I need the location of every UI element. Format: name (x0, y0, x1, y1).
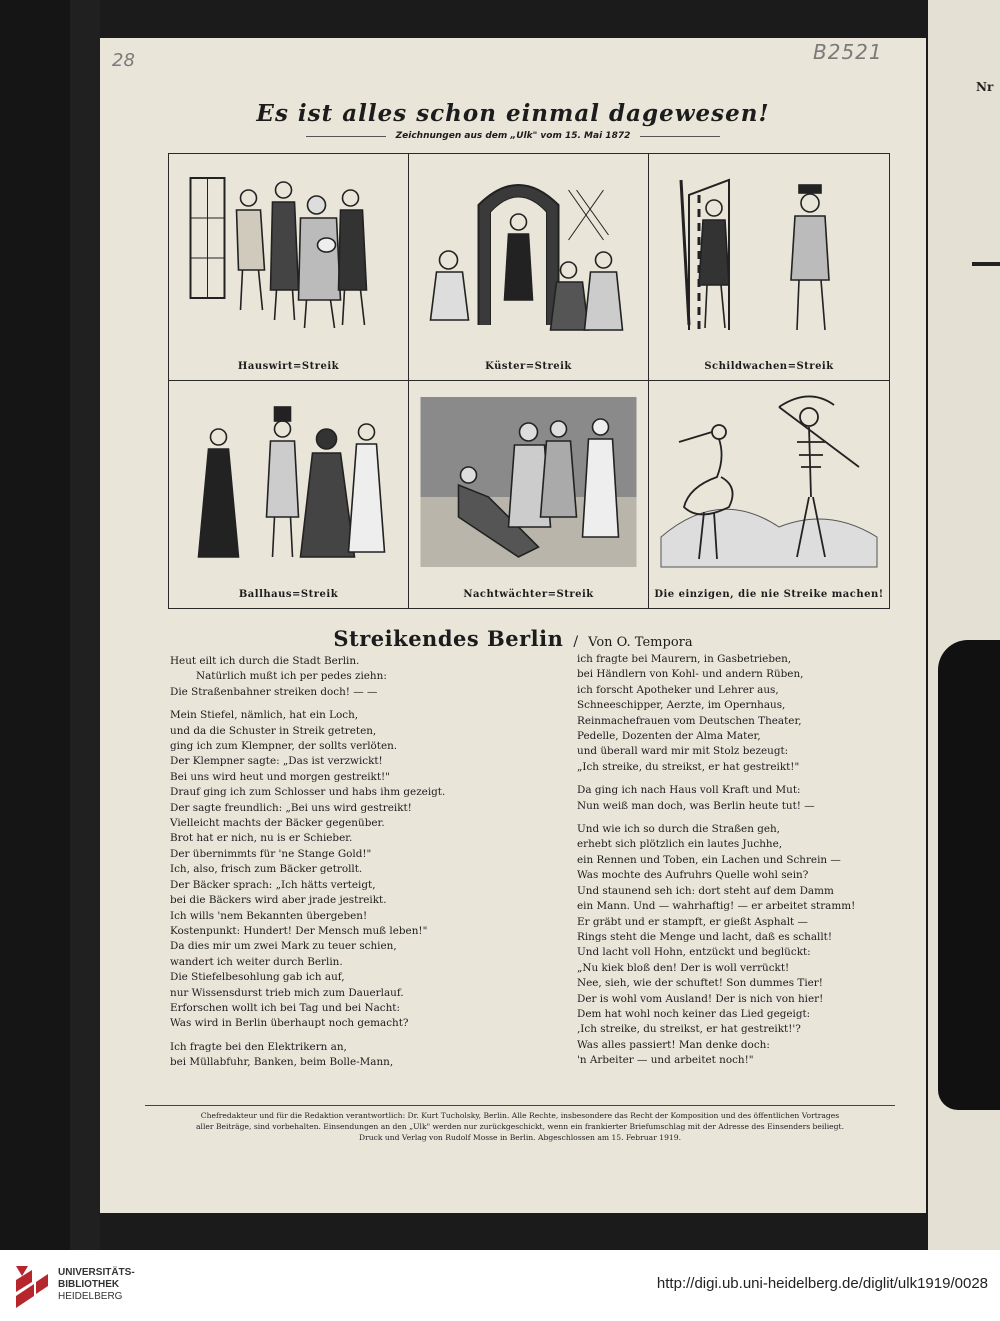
pencil-page-number: 28 (112, 50, 135, 71)
poem-line: Nee, sieh, wie der schuftet! Son dummes Tier! (577, 977, 823, 990)
imprint-line: aller Beiträge, sind vorbehalten. Einsendungen an den „Ulk" werden nur zurückgeschickt, wenn ein frankierter Briefumschlag mit der Adresse des Einsenders beiliegt. (196, 1122, 844, 1131)
poem-line: Pedelle, Dozenten der Alma Mater, (577, 730, 761, 743)
poem-line: Was mochte des Aufruhrs Quelle wohl sein? (577, 869, 809, 882)
cartoon-panel (409, 381, 649, 608)
poem-line: bei Händlern von Kohl- und andern Rüben, (577, 668, 804, 681)
poem-line: Der Klempner sagte: „Das ist verzwickt! (170, 755, 383, 768)
cartoon-panel (649, 381, 889, 608)
poem-line: und da die Schuster in Streik getreten, (170, 724, 377, 737)
university-library-logo-icon (12, 1262, 52, 1310)
poem-title-separator: / (573, 634, 579, 650)
poem-stanza (170, 1040, 515, 1071)
poem-line: Er gräbt und er stampft, er gießt Asphalt — (577, 915, 808, 928)
poem-line: Und lacht voll Hohn, entzückt und beglückt: (577, 946, 811, 959)
imprint-line: Chefredakteur und für die Redaktion verantwortlich: Dr. Kurt Tucholsky, Berlin. Alle Rechte, insbesondere das Recht der Komposition und des öffentlichen Vortrages (200, 1111, 840, 1120)
poem-line: Natürlich mußt ich per pedes ziehn: (196, 670, 387, 683)
page-title: Es ist alles schon einmal dagewesen! (256, 100, 770, 127)
poem-line: Der sagte freundlich: „Bei uns wird gestreikt! (170, 801, 412, 814)
poem-stanza (577, 652, 917, 775)
imprint (145, 1105, 895, 1143)
subtitle-rule-left (306, 136, 386, 137)
adjacent-page (928, 0, 1000, 1250)
panel-caption: Die einzigen, die nie Streike machen! (654, 589, 884, 600)
poem-line: Reinmachefrauen vom Deutschen Theater, (577, 714, 802, 727)
cartoon-panel (409, 154, 649, 381)
night-watchman-strike-illustration (417, 387, 640, 572)
poem-line: Die Straßenbahner streiken doch! — — (170, 685, 378, 698)
poem-line: Was alles passiert! Man denke doch: (577, 1038, 770, 1051)
poem-line: Brot hat er nich, nu is er Schieber. (170, 832, 353, 845)
poem-line: und überall ward mir mit Stolz bezeugt: (577, 745, 789, 758)
poem-line: ein Mann. Und — wahrhaftig! — er arbeitet stramm! (577, 900, 856, 913)
cartoon-panel (649, 154, 889, 381)
poem-line: Die Stiefelbesohlung gab ich auf, (170, 971, 345, 984)
permalink-url[interactable]: http://digi.ub.uni-heidelberg.de/diglit/ulk1919/0028 (656, 1275, 988, 1292)
poem-line: 'n Arbeiter — und arbeitet noch!" (577, 1054, 754, 1067)
poem-line: nur Wissensdurst trieb mich zum Dauerlauf. (170, 986, 404, 999)
poem-line: bei Müllabfuhr, Banken, beim Bolle-Mann, (170, 1056, 394, 1069)
poem-stanza (577, 783, 917, 814)
poem-line: Der übernimmts für 'ne Stange Gold!" (170, 847, 372, 860)
poem-line: „Ich streike, du streikst, er hat gestreikt!" (577, 760, 800, 773)
pencil-shelf-mark: B2521 (813, 40, 883, 64)
poem-line: Ich wills 'nem Bekannten übergeben! (170, 909, 368, 922)
ballroom-strike-illustration (177, 387, 400, 572)
poem-line: bei die Bäckers wird aber jrade jestreikt. (170, 894, 387, 907)
panel-caption: Hauswirt=Streik (237, 361, 340, 372)
adjacent-page-illustration (938, 640, 1000, 1110)
magazine-page (100, 38, 926, 1213)
library-name-line: BIBLIOTHEK (58, 1279, 120, 1290)
poem-line: Da dies mir um zwei Mark zu teuer schien, (170, 940, 397, 953)
poem-line: Der is wohl vom Ausland! Der is nich von hier! (577, 992, 824, 1005)
poem-line: Kostenpunkt: Hundert! Der Mensch muß leben!" (170, 924, 428, 937)
poem-line: ein Rennen und Toben, ein Lachen und Schrein — (577, 853, 841, 866)
library-name-line: HEIDELBERG (58, 1291, 123, 1302)
poem-column-right (577, 652, 917, 1077)
imprint-line: Druck und Verlag von Rudolf Mosse in Berlin. Abgeschlossen am 15. Februar 1919. (358, 1133, 681, 1142)
poem-author: Von O. Tempora (588, 635, 693, 650)
poem-title: Streikendes Berlin (333, 626, 564, 651)
sentry-strike-illustration (657, 160, 881, 345)
poem-line: Ich fragte bei den Elektrikern an, (170, 1040, 347, 1053)
poem-line: ich forscht Apotheker und Lehrer aus, (577, 683, 779, 696)
panel-caption: Nachtwächter=Streik (463, 589, 594, 600)
poem-line: Was wird in Berlin überhaupt noch gemacht? (170, 1017, 409, 1030)
poem-line: ging ich zum Klempner, der sollts verlöten. (170, 740, 398, 753)
panel-caption: Küster=Streik (485, 361, 572, 372)
adjacent-page-rule (972, 262, 1000, 266)
library-name (58, 1267, 135, 1303)
landlord-strike-illustration (177, 160, 400, 345)
subtitle-row (100, 131, 926, 141)
poem-stanza (577, 822, 917, 1069)
poem-line: „Nu kiek bloß den! Der is woll verrückt! (577, 961, 790, 974)
poem-line: Ich, also, frisch zum Bäcker getrollt. (170, 863, 363, 876)
cartoon-panel (169, 154, 409, 381)
subtitle-rule-right (640, 136, 720, 137)
poem-line: Mein Stiefel, nämlich, hat ein Loch, (170, 709, 359, 722)
panel-caption: Schildwachen=Streik (704, 361, 834, 372)
poem-line: Nun weiß man doch, was Berlin heute tut! — (577, 799, 815, 812)
poem-line: Dem hat wohl noch keiner das Lied gegeigt: (577, 1007, 811, 1020)
poem-line: Der Bäcker sprach: „Ich hätts verteigt, (170, 878, 376, 891)
poem-stanza (170, 654, 515, 700)
sexton-strike-illustration (417, 160, 640, 345)
poem-line: Vielleicht machts der Bäcker gegenüber. (170, 817, 385, 830)
poem-stanza (170, 708, 515, 1032)
poem-line: erhebt sich plötzlich ein lautes Juchhe, (577, 838, 783, 851)
adjacent-page-number-label: Nr (976, 80, 994, 94)
poem-line: ich fragte bei Maurern, in Gasbetrieben, (577, 653, 792, 665)
page-subtitle: Zeichnungen aus dem „Ulk" vom 15. Mai 1872 (395, 131, 631, 141)
viewer-footer-bar (0, 1250, 1000, 1321)
stork-and-death-illustration (657, 387, 881, 572)
poem-line: ‚Ich streike, du streikst, er hat gestreikt!'? (577, 1023, 801, 1036)
library-name-line: UNIVERSITÄTS- (58, 1267, 135, 1278)
poem-line: Schneeschipper, Aerzte, im Opernhaus, (577, 699, 786, 712)
poem-heading (100, 626, 926, 651)
poem-line: Erforschen wollt ich bei Tag und bei Nacht: (170, 1001, 400, 1014)
panel-caption: Ballhaus=Streik (238, 589, 339, 600)
poem-column-left (170, 654, 515, 1079)
cartoon-grid (168, 153, 890, 609)
poem-line: Und wie ich so durch die Straßen geh, (577, 823, 780, 836)
cartoon-panel (169, 381, 409, 608)
poem-line: Da ging ich nach Haus voll Kraft und Mut: (577, 784, 801, 797)
poem-line: Und staunend seh ich: dort steht auf dem Damm (577, 884, 834, 897)
poem-line: Drauf ging ich zum Schlosser und habs ihm gezeigt. (170, 786, 446, 799)
poem-line: Bei uns wird heut und morgen gestreikt!" (170, 770, 390, 783)
book-spine (70, 0, 100, 1250)
poem-line: Rings steht die Menge und lacht, daß es schallt! (577, 930, 833, 943)
poem-line: Heut eilt ich durch die Stadt Berlin. (170, 655, 360, 667)
poem-line: wandert ich weiter durch Berlin. (170, 955, 343, 968)
